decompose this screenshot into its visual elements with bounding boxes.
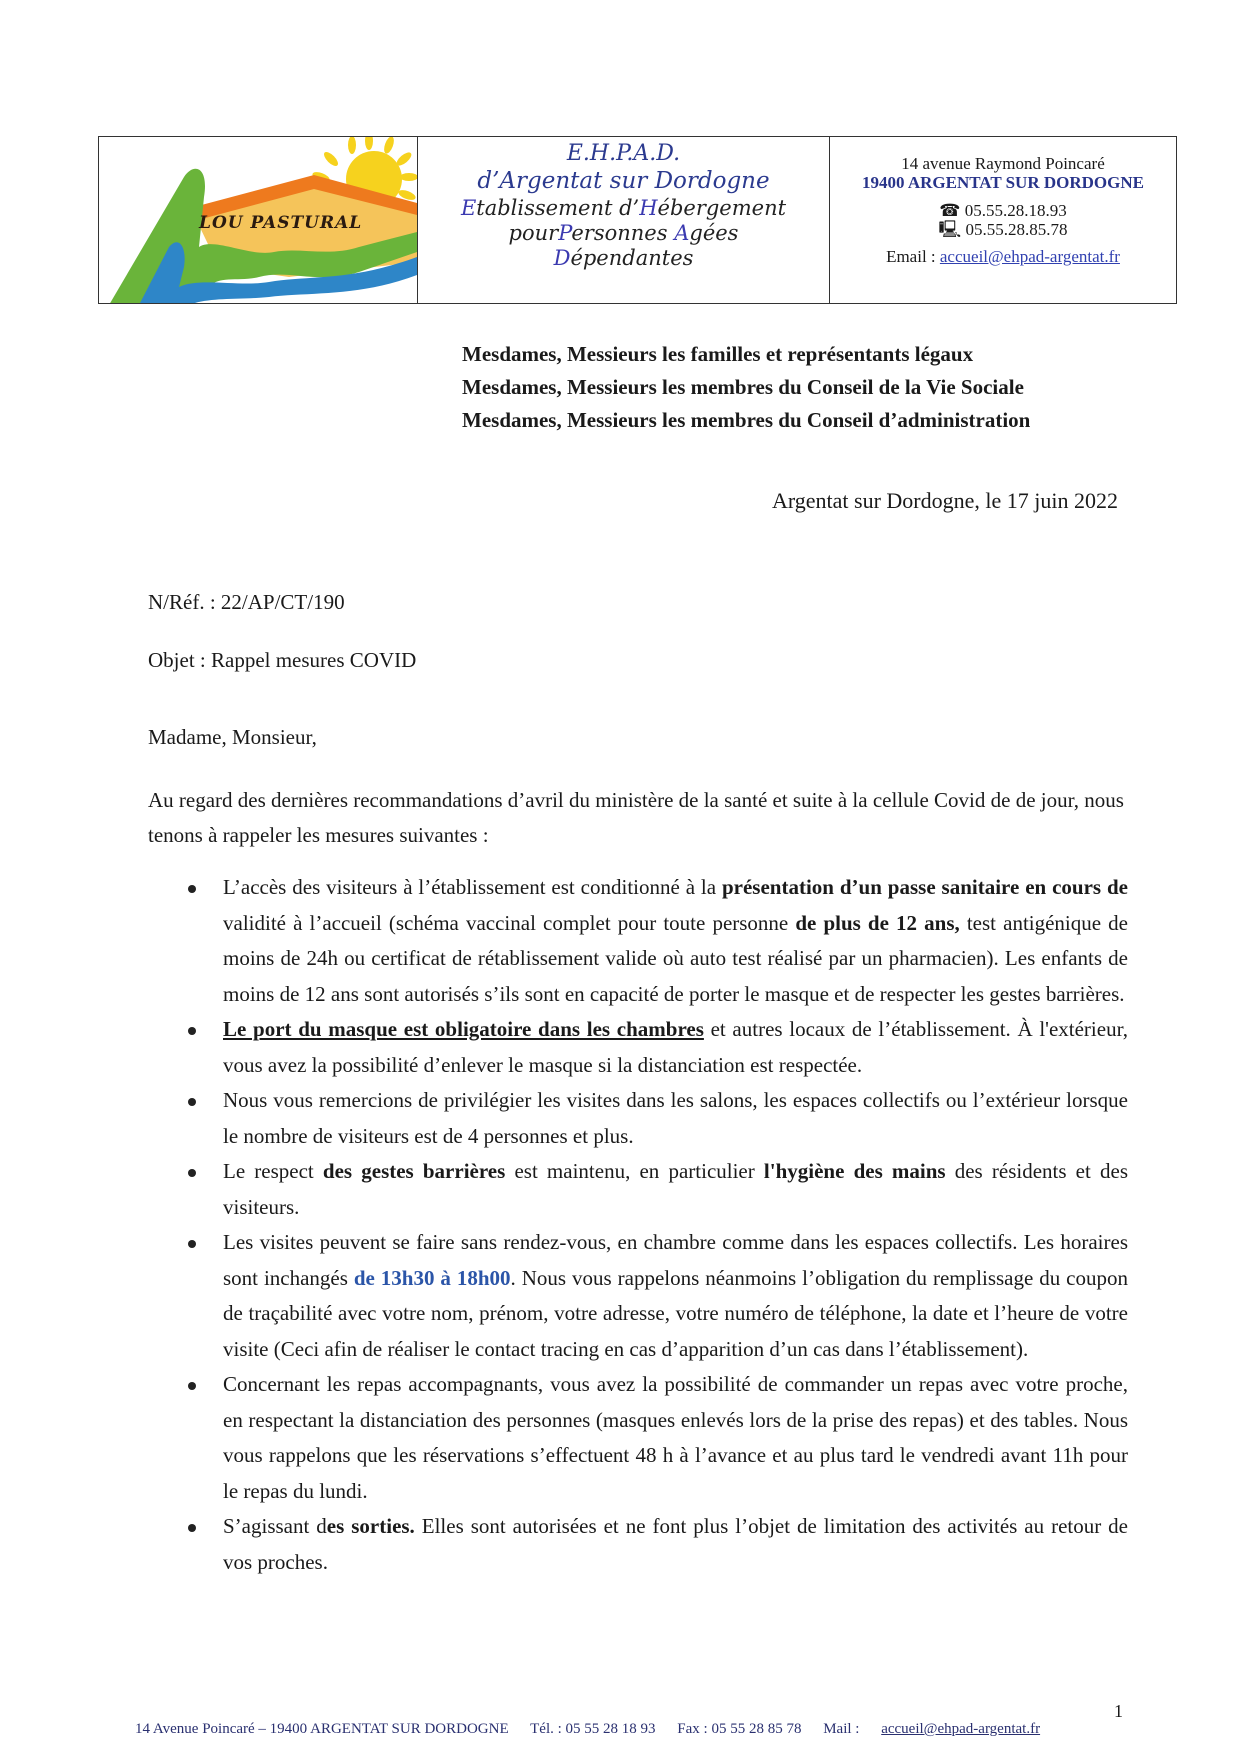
- text: Les visites peuvent se faire sans rendez-vous, en chambre comme dans les espaces collectifs. Les horaires sont inchangés: [223, 1230, 1128, 1290]
- title-text: ersonnes: [571, 221, 675, 245]
- title-text: épendantes: [570, 246, 694, 270]
- underlined-text: Le port du masque est obligatoire dans les chambres: [223, 1017, 704, 1041]
- phone-row: [830, 202, 1176, 221]
- bullet-icon: [188, 1098, 196, 1106]
- text: test antigénique de moins de 24h ou certificat de rétablissement valide où auto test réalisé par un pharmacien). Les enfants de moins de 12 ans sont autorisés s’ils sont en capacité de porter le masque et de respecter les gestes barrières.: [223, 910, 1129, 1006]
- address-line-1: 14 avenue Raymond Poincaré: [901, 154, 1105, 173]
- text: L’accès des visiteurs à l’établissement est conditionné à la: [223, 875, 722, 899]
- bold-text: présentation d’un passe sanitaire en cours de: [721, 875, 1129, 899]
- title-line-4: [418, 223, 829, 244]
- email-link[interactable]: accueil@ehpad-argentat.fr: [939, 246, 1120, 266]
- salutation: Madame, Monsieur,: [148, 725, 317, 749]
- phone-number: 05.55.28.18.93: [964, 201, 1067, 221]
- text: est maintenu, en particulier: [505, 1159, 764, 1183]
- text: . Nous vous rappelons néanmoins l’obligation du remplissage du coupon de traçabilité avec votre nom, prénom, votre adresse, votre numéro de téléphone, la date et l’heure de votre visite (Ceci afin de réaliser le contact tracing en cas d’apparition d’un cas dans l’établissement).: [223, 1265, 1129, 1361]
- email-label: Email :: [886, 246, 940, 266]
- page-number: 1: [1114, 1701, 1123, 1721]
- subject: Objet : Rappel mesures COVID: [148, 648, 417, 672]
- footer: [135, 1721, 1076, 1738]
- initial-letter: H: [639, 196, 658, 220]
- fax-number: 05.55.28.85.78: [965, 220, 1068, 240]
- recipient-line: Mesdames, Messieurs les membres du Conseil d’administration: [462, 408, 1031, 432]
- reference: N/Réf. : 22/AP/CT/190: [148, 590, 345, 614]
- initial-letter: A: [674, 221, 690, 245]
- recipients: [462, 338, 1030, 437]
- bold-text: es sorties.: [326, 1514, 415, 1538]
- title-text: ébergement: [657, 196, 787, 220]
- title-text: tablissement d’: [476, 196, 640, 220]
- text: validité à l’accueil (schéma vaccinal complet pour toute personne: [223, 910, 796, 935]
- footer-address: 14 Avenue Poincaré – 19400 ARGENTAT SUR DORDOGNE: [135, 1721, 509, 1737]
- title-line-3: [418, 198, 829, 219]
- list-item: [148, 1083, 1128, 1154]
- list-item: [148, 1509, 1128, 1580]
- recipient-line: Mesdames, Messieurs les familles et représentants légaux: [462, 342, 974, 366]
- bullet-icon: [188, 1382, 196, 1390]
- initial-letter: D: [553, 246, 571, 270]
- text: des résidents et des visiteurs.: [223, 1159, 1128, 1219]
- title-text: gées: [689, 221, 739, 245]
- bold-text: de plus de 12 ans,: [795, 910, 960, 935]
- visiting-hours: de 13h30 à 18h00: [353, 1265, 511, 1290]
- address-line-2: 19400 ARGENTAT SUR DORDOGNE: [862, 172, 1144, 192]
- list-item: [148, 1154, 1128, 1225]
- text: Elles sont autorisées et ne font plus l’objet de limitation des activités au retour de vos proches.: [223, 1514, 1129, 1574]
- bullet-icon: [188, 1027, 196, 1035]
- list-item: [148, 1012, 1128, 1083]
- bold-text: l'hygiène des mains: [763, 1159, 946, 1183]
- logo: [99, 137, 418, 303]
- bullet-icon: [188, 885, 196, 893]
- text: et autres locaux de l’établissement. À l'extérieur, vous avez la possibilité d’enlever le masque si la distanciation est respectée.: [223, 1017, 1128, 1077]
- footer-mail-link[interactable]: accueil@ehpad-argentat.fr: [881, 1721, 1041, 1737]
- title-location: d’Argentat sur Dordogne: [477, 168, 770, 194]
- phone-icon: ☎: [939, 201, 961, 221]
- bold-text: des gestes barrières: [322, 1159, 506, 1183]
- letterhead: [98, 136, 1177, 304]
- text: Nous vous remercions de privilégier les visites dans les salons, les espaces collectifs ou l’extérieur lorsque le nombre de visiteurs est de 4 personnes et plus.: [223, 1088, 1128, 1148]
- contact-block: [830, 137, 1176, 303]
- initial-letter: E: [460, 196, 477, 220]
- fax-row: [830, 221, 1176, 240]
- footer-mail: [823, 1721, 1058, 1737]
- footer-mail-label: Mail :: [823, 1721, 864, 1737]
- title-text: pour: [508, 221, 559, 245]
- fax-icon: 🖳: [938, 220, 962, 240]
- list-item: [148, 1367, 1128, 1509]
- measures-list: [148, 870, 1128, 1580]
- footer-tel: Tél. : 05 55 28 18 93: [530, 1721, 656, 1737]
- title-line-5: [418, 248, 829, 269]
- title-acronym: E.H.P.A.D.: [566, 141, 681, 166]
- logo-text: LOU PASTURAL: [199, 213, 363, 233]
- institution-title: [418, 137, 830, 303]
- text: Le respect: [223, 1159, 323, 1183]
- text: Concernant les repas accompagnants, vous avez la possibilité de commander un repas avec votre proche, en respectant la distanciation des personnes (masques enlevés lors de la prise des repas) et des tables. Nous vous rappelons que les réservations s’effectuent 48 h à l’avance et au plus tard le vendredi avant 11h pour le repas du lundi.: [223, 1372, 1128, 1503]
- email-row: [830, 248, 1176, 267]
- date-line: Argentat sur Dordogne, le 17 juin 2022: [771, 488, 1118, 513]
- recipient-line: Mesdames, Messieurs les membres du Conseil de la Vie Sociale: [462, 375, 1024, 399]
- intro-paragraph: Au regard des dernières recommandations d’avril du ministère de la santé et suite à la cellule Covid de de jour, nous tenons à rappeler les mesures suivantes :: [148, 788, 1124, 847]
- list-item: [148, 1225, 1128, 1367]
- bullet-icon: [188, 1240, 196, 1248]
- list-item: [148, 870, 1128, 1012]
- bullet-icon: [188, 1524, 196, 1532]
- initial-letter: P: [558, 221, 572, 245]
- text: S’agissant d: [223, 1514, 327, 1538]
- bullet-icon: [188, 1169, 196, 1177]
- footer-fax: Fax : 05 55 28 85 78: [677, 1721, 802, 1737]
